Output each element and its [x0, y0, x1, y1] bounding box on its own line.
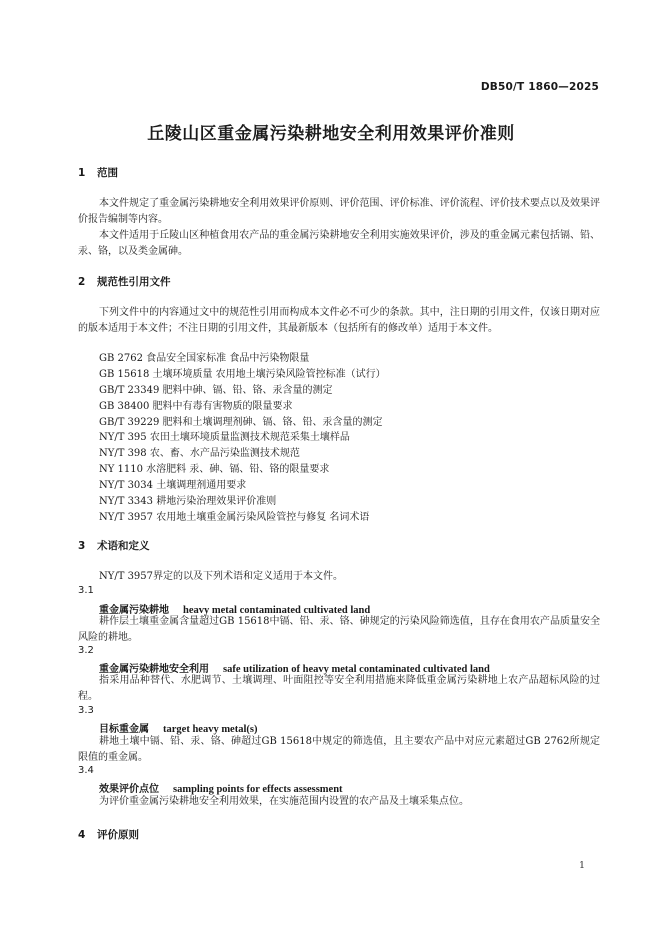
- reference-list: [99, 351, 386, 526]
- refs-intro-paragraph: 下列文件中的内容通过文中的规范性引用而构成本文件必不可少的条款。其中，注日期的引用文件，仅该日期对应的版本适用于本文件；不注日期的引用文件，其最新版本（包括所有的修改单）适用于本文件。: [78, 307, 600, 334]
- section-title: 规范性引用文件: [97, 276, 171, 288]
- term-definition-3-4: 为评价重金属污染耕地安全利用效果，在实施范围内设置的农产品及土壤采集点位。: [99, 796, 469, 807]
- section-heading-scope: [78, 165, 118, 180]
- section-heading-refs: [78, 274, 171, 289]
- reference-item: NY/T 398 农、畜、水产品污染监测技术规范: [99, 448, 300, 460]
- term-name-en: sampling points for effects assessment: [173, 784, 343, 795]
- term-definition-3-3: 耕地土壤中镉、铅、汞、铬、砷超过GB 15618中规定的筛选值，且主要农产品中对应元素超过GB 2762所规定限值的重金属。: [78, 736, 600, 763]
- reference-item: GB/T 39229 肥料和土壤调理剂砷、镉、铬、铅、汞含量的测定: [99, 416, 383, 428]
- reference-item: GB 15618 土壤环境质量 农用地土壤污染风险管控标准（试行）: [99, 368, 386, 380]
- section-number: 2: [78, 276, 86, 288]
- term-name-en: heavy metal contaminated cultivated land: [183, 605, 371, 616]
- reference-item: NY/T 3343 耕地污染治理效果评价准则: [99, 496, 277, 508]
- term-number-3-3: 3.3: [78, 705, 94, 716]
- document-id: DB50/T 1860—2025: [480, 81, 599, 93]
- scope-paragraph-1: 本文件规定了重金属污染耕地安全利用效果评价原则、评价范围、评价标准、评价流程、评价技术要点以及效果评价报告编制等内容。: [78, 198, 600, 225]
- reference-item: NY 1110 水溶肥料 汞、砷、镉、铅、铬的限量要求: [99, 464, 330, 476]
- term-name-en: safe utilization of heavy metal contaminated cultivated land: [223, 664, 490, 675]
- term-heading-3-3: [99, 720, 257, 735]
- term-name-zh: 重金属污染耕地: [99, 605, 169, 616]
- page-number: 1: [578, 860, 585, 871]
- term-name-en: target heavy metal(s): [163, 724, 258, 735]
- section-title: 范围: [97, 167, 118, 179]
- term-name-zh: 重金属污染耕地安全利用: [99, 664, 209, 675]
- term-name-zh: 目标重金属: [99, 724, 149, 735]
- reference-item: NY/T 395 农田土壤环境质量监测技术规范采集土壤样品: [99, 432, 350, 444]
- term-number-3-2: 3.2: [78, 645, 94, 656]
- term-number-3-4: 3.4: [78, 765, 94, 776]
- section-number: 3: [78, 540, 86, 552]
- reference-item: GB 38400 肥料中有毒有害物质的限量要求: [99, 400, 293, 412]
- term-definition-3-2: 指采用品种替代、水肥调节、土壤调理、叶面阻控等安全利用措施来降低重金属污染耕地上农产品超标风险的过程。: [78, 675, 600, 702]
- scope-paragraph-2: 本文件适用于丘陵山区种植食用农产品的重金属污染耕地安全利用实施效果评价，涉及的重金属元素包括镉、铅、汞、铬，以及类金属砷。: [78, 230, 600, 257]
- section-heading-terms: [78, 538, 150, 553]
- section-title: 术语和定义: [97, 540, 150, 552]
- document-title: 丘陵山区重金属污染耕地安全利用效果评价准则: [147, 124, 515, 144]
- section-title: 评价原则: [97, 829, 139, 841]
- reference-item: GB/T 23349 肥料中砷、镉、铅、铬、汞含量的测定: [99, 384, 333, 396]
- term-number-3-1: 3.1: [78, 585, 94, 596]
- reference-item: GB 2762 食品安全国家标准 食品中污染物限量: [99, 353, 310, 364]
- section-heading-principles: [78, 827, 139, 842]
- reference-item: NY/T 3034 土壤调理剂通用要求: [99, 480, 247, 492]
- term-name-zh: 效果评价点位: [99, 784, 159, 795]
- reference-item: NY/T 3957 农用地土壤重金属污染风险管控与修复 名词术语: [99, 511, 370, 523]
- terms-intro-paragraph: NY/T 3957界定的以及下列术语和定义适用于本文件。: [99, 571, 344, 582]
- section-number: 1: [78, 167, 86, 179]
- section-number: 4: [78, 829, 86, 841]
- term-definition-3-1: 耕作层土壤重金属含量超过GB 15618中镉、铅、汞、铬、砷规定的污染风险筛选值，且存在食用农产品质量安全风险的耕地。: [78, 616, 600, 643]
- term-heading-3-4: [99, 780, 343, 795]
